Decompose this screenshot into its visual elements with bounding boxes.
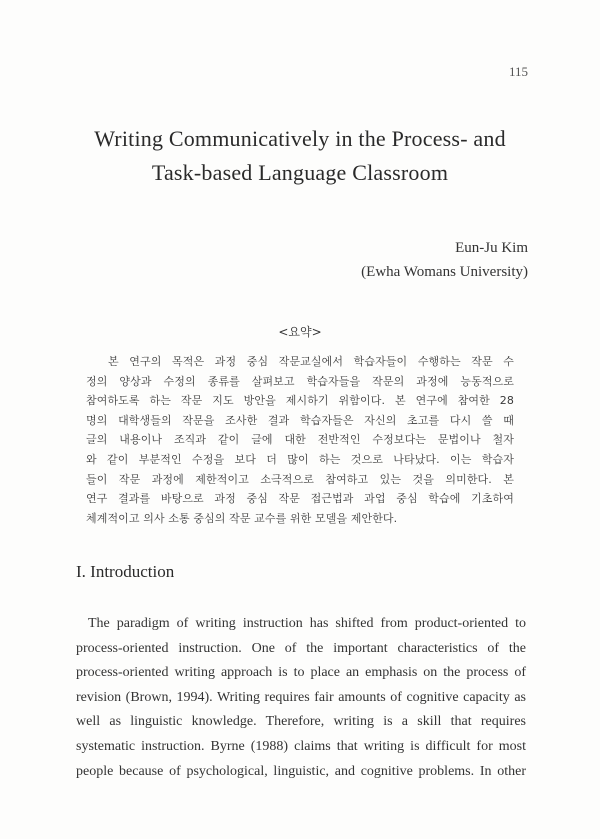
abstract-line: 연구 결과를 바탕으로 과정 중심 작문 접근법과 과업 중심 학습에 기초하여 — [86, 492, 514, 506]
abstract-line: 글의 내용이나 조직과 같이 글에 대한 전반적인 수정보다는 문법이나 철자 — [86, 433, 514, 447]
abstract-line: 참여하도록 하는 작문 지도 방안을 제시하기 위함이다. 본 연구에 참여한 28 — [86, 394, 514, 408]
abstract-line: 들이 작문 과정에 제한적이고 소극적으로 참여하고 있는 것을 의미한다. 본 — [86, 472, 514, 486]
abstract-line: 체계적이고 의사 소통 중심의 작문 교수를 위한 모델을 제안한다. — [86, 511, 398, 525]
author-name: Eun-Ju Kim — [455, 240, 528, 256]
body-line: revision (Brown, 1994). Writing requires fair amounts of cognitive capacity as — [76, 689, 526, 705]
abstract-heading: <요약> — [278, 325, 322, 339]
abstract-line: 명의 대학생들의 작문을 조사한 결과 학습자들은 자신의 초고를 다시 쓸 때 — [86, 413, 514, 427]
body-line: The paradigm of writing instruction has shifted from product-oriented to — [88, 616, 526, 631]
author-block — [361, 236, 528, 284]
body-line: systematic instruction. Byrne (1988) claims that writing is difficult for most — [76, 738, 526, 754]
body-paragraph — [76, 612, 526, 784]
title-line: Task-based Language Classroom — [151, 160, 449, 185]
paper-title — [0, 122, 600, 190]
section-heading: I. Introduction — [76, 562, 175, 581]
abstract-body — [86, 352, 514, 528]
body-line: well as linguistic knowledge. Therefore, writing is a skill that requires — [76, 714, 526, 730]
abstract-line: 본 연구의 목적은 과정 중심 작문교실에서 학습자들이 수행하는 작문 수 — [108, 355, 514, 368]
abstract-line: 정의 양상과 수정의 종류를 살펴보고 학습자들을 작문의 과정에 능동적으로 — [86, 374, 514, 388]
body-line: process-oriented instruction. One of the important characteristics of the — [76, 640, 526, 656]
author-affiliation: (Ewha Womans University) — [361, 264, 528, 280]
body-line: people because of psychological, linguistic, and cognitive problems. In other — [76, 763, 526, 779]
body-line: process-oriented writing approach is to place an emphasis on the process of — [76, 665, 526, 681]
title-line: Writing Communicatively in the Process- and — [94, 126, 506, 151]
page-number: 115 — [508, 64, 528, 79]
abstract-line: 와 같이 부분적인 수정을 보다 더 많이 하는 것으로 나타났다. 이는 학습자 — [86, 452, 514, 466]
